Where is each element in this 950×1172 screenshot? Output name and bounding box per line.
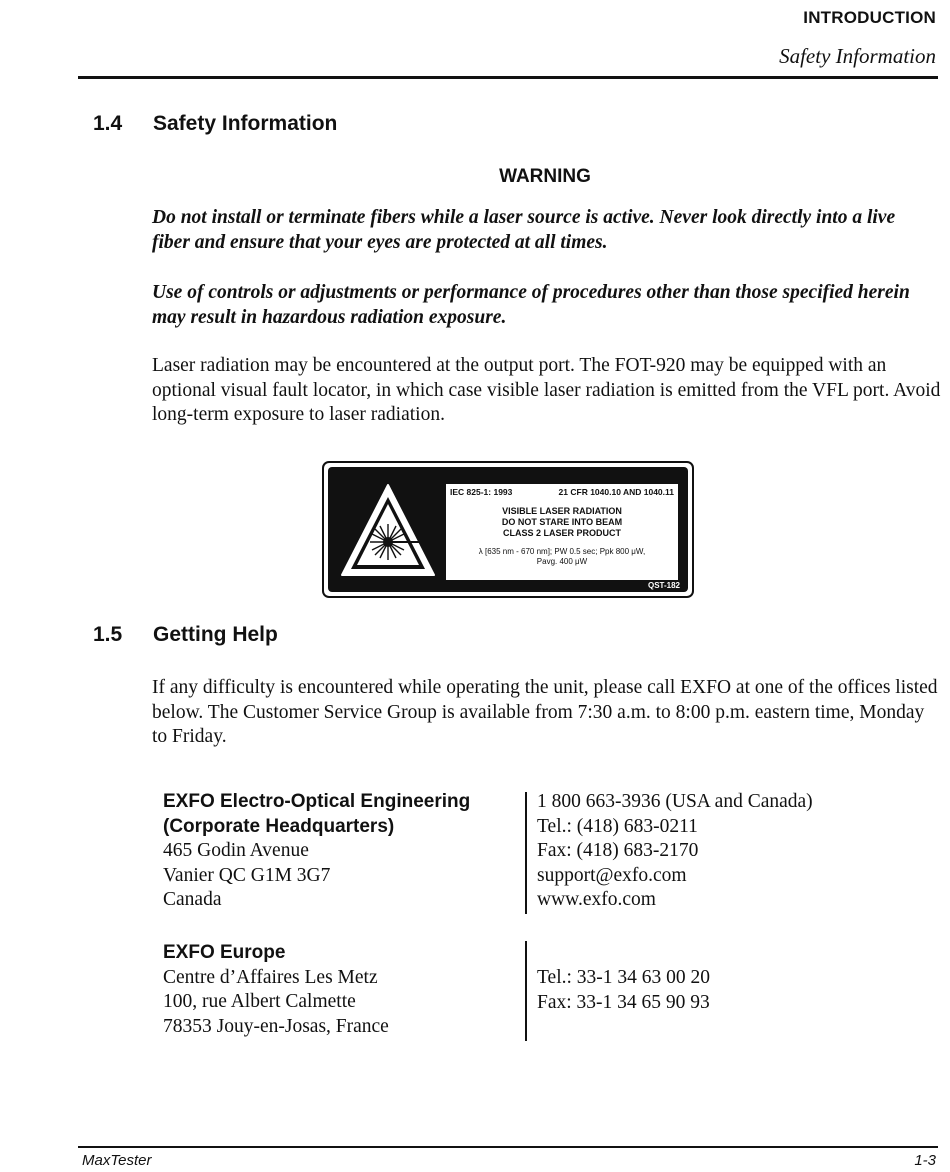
office-hq-divider — [525, 792, 527, 914]
label-line-2: DO NOT STARE INTO BEAM — [501, 517, 623, 527]
office-europe-fax: Fax: 33-1 34 65 90 93 — [537, 991, 710, 1013]
office-hq-email: support@exfo.com — [537, 864, 687, 886]
office-hq-contact — [537, 790, 813, 913]
office-europe-name: EXFO Europe — [163, 942, 286, 963]
office-hq-street: 465 Godin Avenue — [163, 840, 309, 861]
office-europe-address — [163, 941, 389, 1039]
laser-label-panel — [328, 467, 688, 592]
footer-product: MaxTester — [82, 1152, 152, 1169]
section-title-help: Getting Help — [153, 623, 278, 646]
office-europe-line-3: 78353 Jouy-en-Josas, France — [163, 1015, 389, 1037]
section-title-safety: Safety Information — [153, 112, 338, 135]
label-iec-standard: IEC 825-1: 1993 — [450, 487, 513, 497]
office-hq-tel: Tel.: (418) 683-0211 — [537, 815, 698, 837]
label-line-1: VISIBLE LASER RADIATION — [502, 506, 622, 516]
laser-hazard-icon — [336, 477, 440, 583]
label-line-3: CLASS 2 LASER PRODUCT — [502, 528, 621, 538]
warning-heading: WARNING — [499, 166, 591, 187]
label-spec-1: λ [635 nm - 670 nm]; PW 0.5 sec; Ppk 800 μW, — [478, 547, 646, 556]
label-spec-2: Pavg. 400 μW — [536, 557, 588, 566]
office-hq-website: www.exfo.com — [537, 889, 656, 910]
laser-warning-label — [322, 461, 694, 598]
office-hq-address — [163, 790, 470, 913]
header-rule — [78, 76, 938, 79]
office-hq-name: EXFO Electro-Optical Engineering — [163, 791, 471, 812]
section-number-help: 1.5 — [93, 623, 123, 646]
footer-rule — [78, 1146, 938, 1148]
running-header-section: Safety Information — [779, 44, 936, 68]
laser-label-text-panel — [446, 484, 678, 580]
label-code: QST-182 — [647, 581, 680, 590]
office-hq-fax: Fax: (418) 683-2170 — [537, 840, 699, 861]
office-europe-contact — [537, 966, 710, 1015]
office-europe-line-1: Centre d’Affaires Les Metz — [163, 966, 378, 988]
office-europe-divider — [525, 941, 527, 1041]
footer-page-number: 1-3 — [914, 1152, 936, 1169]
office-hq-country: Canada — [163, 889, 222, 910]
warning-text-2: Use of controls or adjustments or performance of procedures other than those specified herein may result in hazardous radiation exposure. — [152, 282, 910, 328]
office-hq-tollfree: 1 800 663-3936 (USA and Canada) — [537, 791, 813, 812]
office-hq-city: Vanier QC G1M 3G7 — [163, 864, 331, 886]
label-cfr-standard: 21 CFR 1040.10 AND 1040.11 — [558, 487, 674, 497]
office-europe-line-2: 100, rue Albert Calmette — [163, 991, 356, 1012]
section-number-safety: 1.4 — [93, 112, 123, 135]
office-hq-subtitle: (Corporate Headquarters) — [163, 815, 395, 837]
running-header-chapter: INTRODUCTION — [803, 8, 936, 27]
warning-text-1: Do not install or terminate fibers while a laser source is active. Never look directly into a live fiber and ensure that your eyes are protected at all times. — [152, 207, 896, 253]
help-paragraph: If any difficulty is encountered while operating the unit, please call EXFO at one of the offices listed below. The Customer Service Group is available from 7:30 a.m. to 8:00 p.m. eastern time, Monday to Friday. — [152, 677, 938, 747]
laser-paragraph: Laser radiation may be encountered at the output port. The FOT-920 may be equipped with an optional visual fault locator, in which case visible laser radiation is emitted from the VFL port. Avoid long-term exposure to laser radiation. — [152, 355, 941, 425]
office-europe-tel: Tel.: 33-1 34 63 00 20 — [537, 967, 711, 988]
